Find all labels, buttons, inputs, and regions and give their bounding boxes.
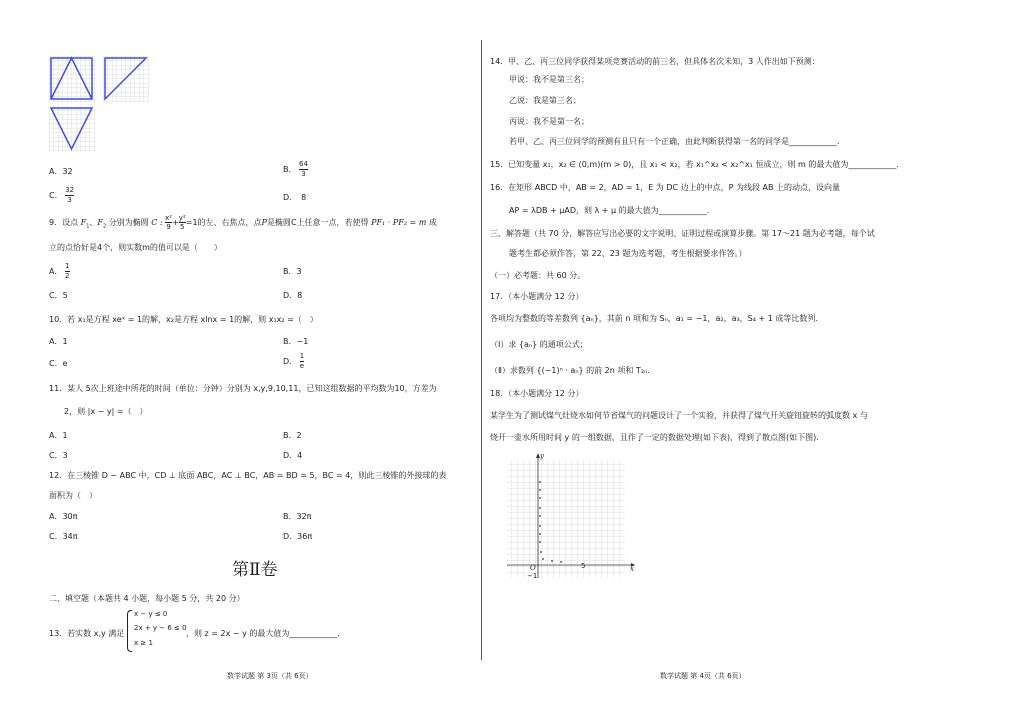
q11-option-a[interactable]: A．1	[49, 431, 68, 440]
q8-option-b-label: B．	[283, 165, 297, 174]
q13-constraint-3: x ≥ 1	[134, 639, 153, 647]
q11-option-b[interactable]: B．2	[283, 431, 302, 440]
left-page-footer: 数学试题 第 3页（共 6页）	[227, 672, 313, 680]
q18-line2: 烧开一壶水所用时间 y 的一组数据，且作了一定的数据处理(如下表)，得到了散点图(如下图).	[490, 433, 819, 442]
q10-option-d-fraction: $\frac{1}{e}$	[299, 352, 305, 370]
q13-constraint-1: x − y ≤ 0	[134, 610, 168, 618]
q12-line1: 12．在三棱锥 D − ABC 中，CD ⊥ 底面 ABC，AC ⊥ BC，AB = BD = 5，BC = 4，则此三棱锥的外接球的表	[49, 471, 447, 480]
q9-option-b[interactable]: B．3	[283, 267, 302, 276]
section-three-line2: 题考生都必须作答，第 22、23 题为选考题，考生根据要求作答。）	[509, 249, 747, 258]
page-divider	[481, 40, 482, 660]
q9-y-fraction: $\frac{\text{y²}}{5}$	[178, 214, 186, 231]
three-view-figure	[49, 56, 151, 154]
q14-statement-bing: 丙说：我不是第一名；	[509, 117, 589, 126]
q13-suffix: ，则 z = 2x − y 的最大值为____________.	[186, 629, 340, 638]
q16-line1: 16．在矩形 ABCD 中，AB = 2，AD = 1，E 为 DC 边上的中点，P 为线段 AB 上的动点，设向量	[490, 183, 841, 192]
q14-answer-blank[interactable]: ____________	[789, 137, 837, 146]
q13-constraint-2: 2x + y − 6 ≤ 0	[134, 624, 187, 632]
q14-question: 若甲、乙、丙三位同学的预测有且只有一个正确，由此判断获得第一名的同学是____________.	[509, 137, 840, 146]
q17-header: 17．（本小题满分 12 分）	[490, 292, 584, 301]
q11-line2: 2，则 |x − y| =（ ）	[64, 407, 148, 416]
q12-option-b[interactable]: B．32π	[283, 512, 312, 521]
q15-stem: 15．已知变量 x₁，x₂ ∈ (0,m)(m > 0)，且 x₁ < x₂，若 x₁^x₂ < x₂^x₁ 恒成立，则 m 的最大值为____________.	[490, 160, 899, 169]
q14-statement-jia: 甲说：我不是第三名；	[509, 75, 589, 84]
plot-origin-label: O	[530, 564, 536, 572]
q9-option-c[interactable]: C．5	[49, 291, 68, 300]
section-three-line1: 三、解答题（共 70 分，解答应写出必要的文字说明、证明过程或演算步骤。第 17～21 题为必考题，每个试	[490, 229, 875, 238]
q14-stem: 14．甲、乙、丙三位同学获得某项竞赛活动的前三名，但具体名次未知，3 人作出如下预测：	[490, 57, 820, 66]
q10-stem: 10．若 x₁是方程 xeˣ = 1的解，x₂是方程 xlnx = 1的解，则 x₁x₂ =（ ）	[49, 315, 318, 324]
part-two-title: 第Ⅱ卷	[232, 560, 278, 580]
q12-line2: 面积为（ ）	[49, 491, 97, 500]
q16-line2: AP = λDB + μAD，则 λ + μ 的最大值为____________.	[509, 206, 710, 215]
q9-x-fraction: $\frac{\text{x²}}{9}$	[165, 214, 173, 231]
q9-option-a-fraction: $\frac{1}{2}$	[65, 262, 70, 280]
q17-part-2: （Ⅱ）求数列 {(−1)ⁿ · aₙ} 的前 2n 项和 T₂ₙ.	[490, 366, 650, 375]
q15-answer-blank[interactable]: ____________	[848, 160, 897, 169]
q18-line1: 某学生为了测试煤气灶烧水如何节省煤气的问题设计了一个实验，并获得了煤气开关旋钮旋转的弧度数 x 与	[490, 411, 868, 420]
q18-header: 18．（本小题满分 12 分）	[490, 389, 584, 398]
plot-tick-five: 5	[581, 562, 586, 570]
q8-option-d[interactable]: D． 8	[283, 193, 307, 202]
fill-in-section-header: 二、填空题（本题共 4 小题，每小题 5 分，共 20 分）	[49, 594, 245, 603]
q8-option-c-label: C．	[49, 191, 63, 200]
right-page-footer: 数学试题 第 4页（共 6页）	[660, 672, 746, 680]
q9-option-a[interactable]: A． $\frac{1}{2}$	[49, 262, 70, 280]
q11-line1: 11．某人 5次上班途中所花的时间（单位：分钟）分别为 x,y,9,10,11，已知这组数据的平均数为10，方差为	[49, 384, 437, 393]
q10-option-d[interactable]: D． $\frac{1}{e}$	[283, 352, 305, 370]
plot-x-axis-label: x	[630, 565, 634, 573]
q16-answer-blank[interactable]: ____________	[658, 206, 707, 215]
q11-option-c[interactable]: C．3	[49, 451, 68, 460]
q12-option-d[interactable]: D．36π	[283, 532, 313, 541]
q17-part-1: （Ⅰ）求 {aₙ} 的通项公式；	[490, 340, 588, 349]
q8-option-c[interactable]	[49, 186, 74, 205]
q8-option-b-fraction: $\frac{64}{3}$	[299, 160, 308, 178]
q12-option-a[interactable]: A．30π	[49, 512, 78, 521]
q9-vector-expression: PF₁ · PF₂ = m	[371, 218, 427, 227]
q9-option-d[interactable]: D．8	[283, 291, 303, 300]
plot-tick-neg-one: −1	[527, 572, 538, 580]
q13-answer-blank[interactable]: ____________	[289, 629, 338, 638]
q18-scatter-plot	[505, 452, 640, 582]
q8-option-c-fraction: $\frac{32}{3}$	[65, 186, 75, 204]
plot-y-axis-label: y	[540, 452, 544, 460]
q9-line1: 9．设点 $F_1$、$F_2$ 分别为椭圆 C : $\frac{\text{x²}}{9}$ + $\frac{\text{y²}}{5}$ =1的左、右焦点，点P是椭圆C上任意一点，若使得 PF₁ · PF₂ = m 成	[49, 214, 437, 231]
required-section-header: （一）必考题：共 60 分。	[490, 271, 586, 280]
q12-option-c[interactable]: C．34π	[49, 532, 78, 541]
q10-option-a[interactable]: A．1	[49, 337, 68, 346]
q17-body: 各项均为整数的等差数列 {aₙ}，其前 n 项和为 Sₙ，a₁ = −1，a₂，a₃，S₄ + 1 成等比数列.	[490, 314, 818, 323]
q10-option-b[interactable]: B．−1	[283, 337, 309, 346]
q8-option-b[interactable]	[283, 160, 308, 179]
q13-prefix: 13．若实数 x,y 满足	[49, 629, 125, 638]
q10-option-c[interactable]: C．e	[49, 359, 68, 368]
q13-brace	[127, 610, 132, 652]
q14-statement-yi: 乙说：我是第三名；	[509, 96, 581, 105]
q9-line2: 立的点恰好是4个，则实数m的值可以是（ ）	[49, 243, 222, 252]
q8-option-a[interactable]: A．32	[49, 167, 73, 176]
q11-option-d[interactable]: D．4	[283, 451, 303, 460]
